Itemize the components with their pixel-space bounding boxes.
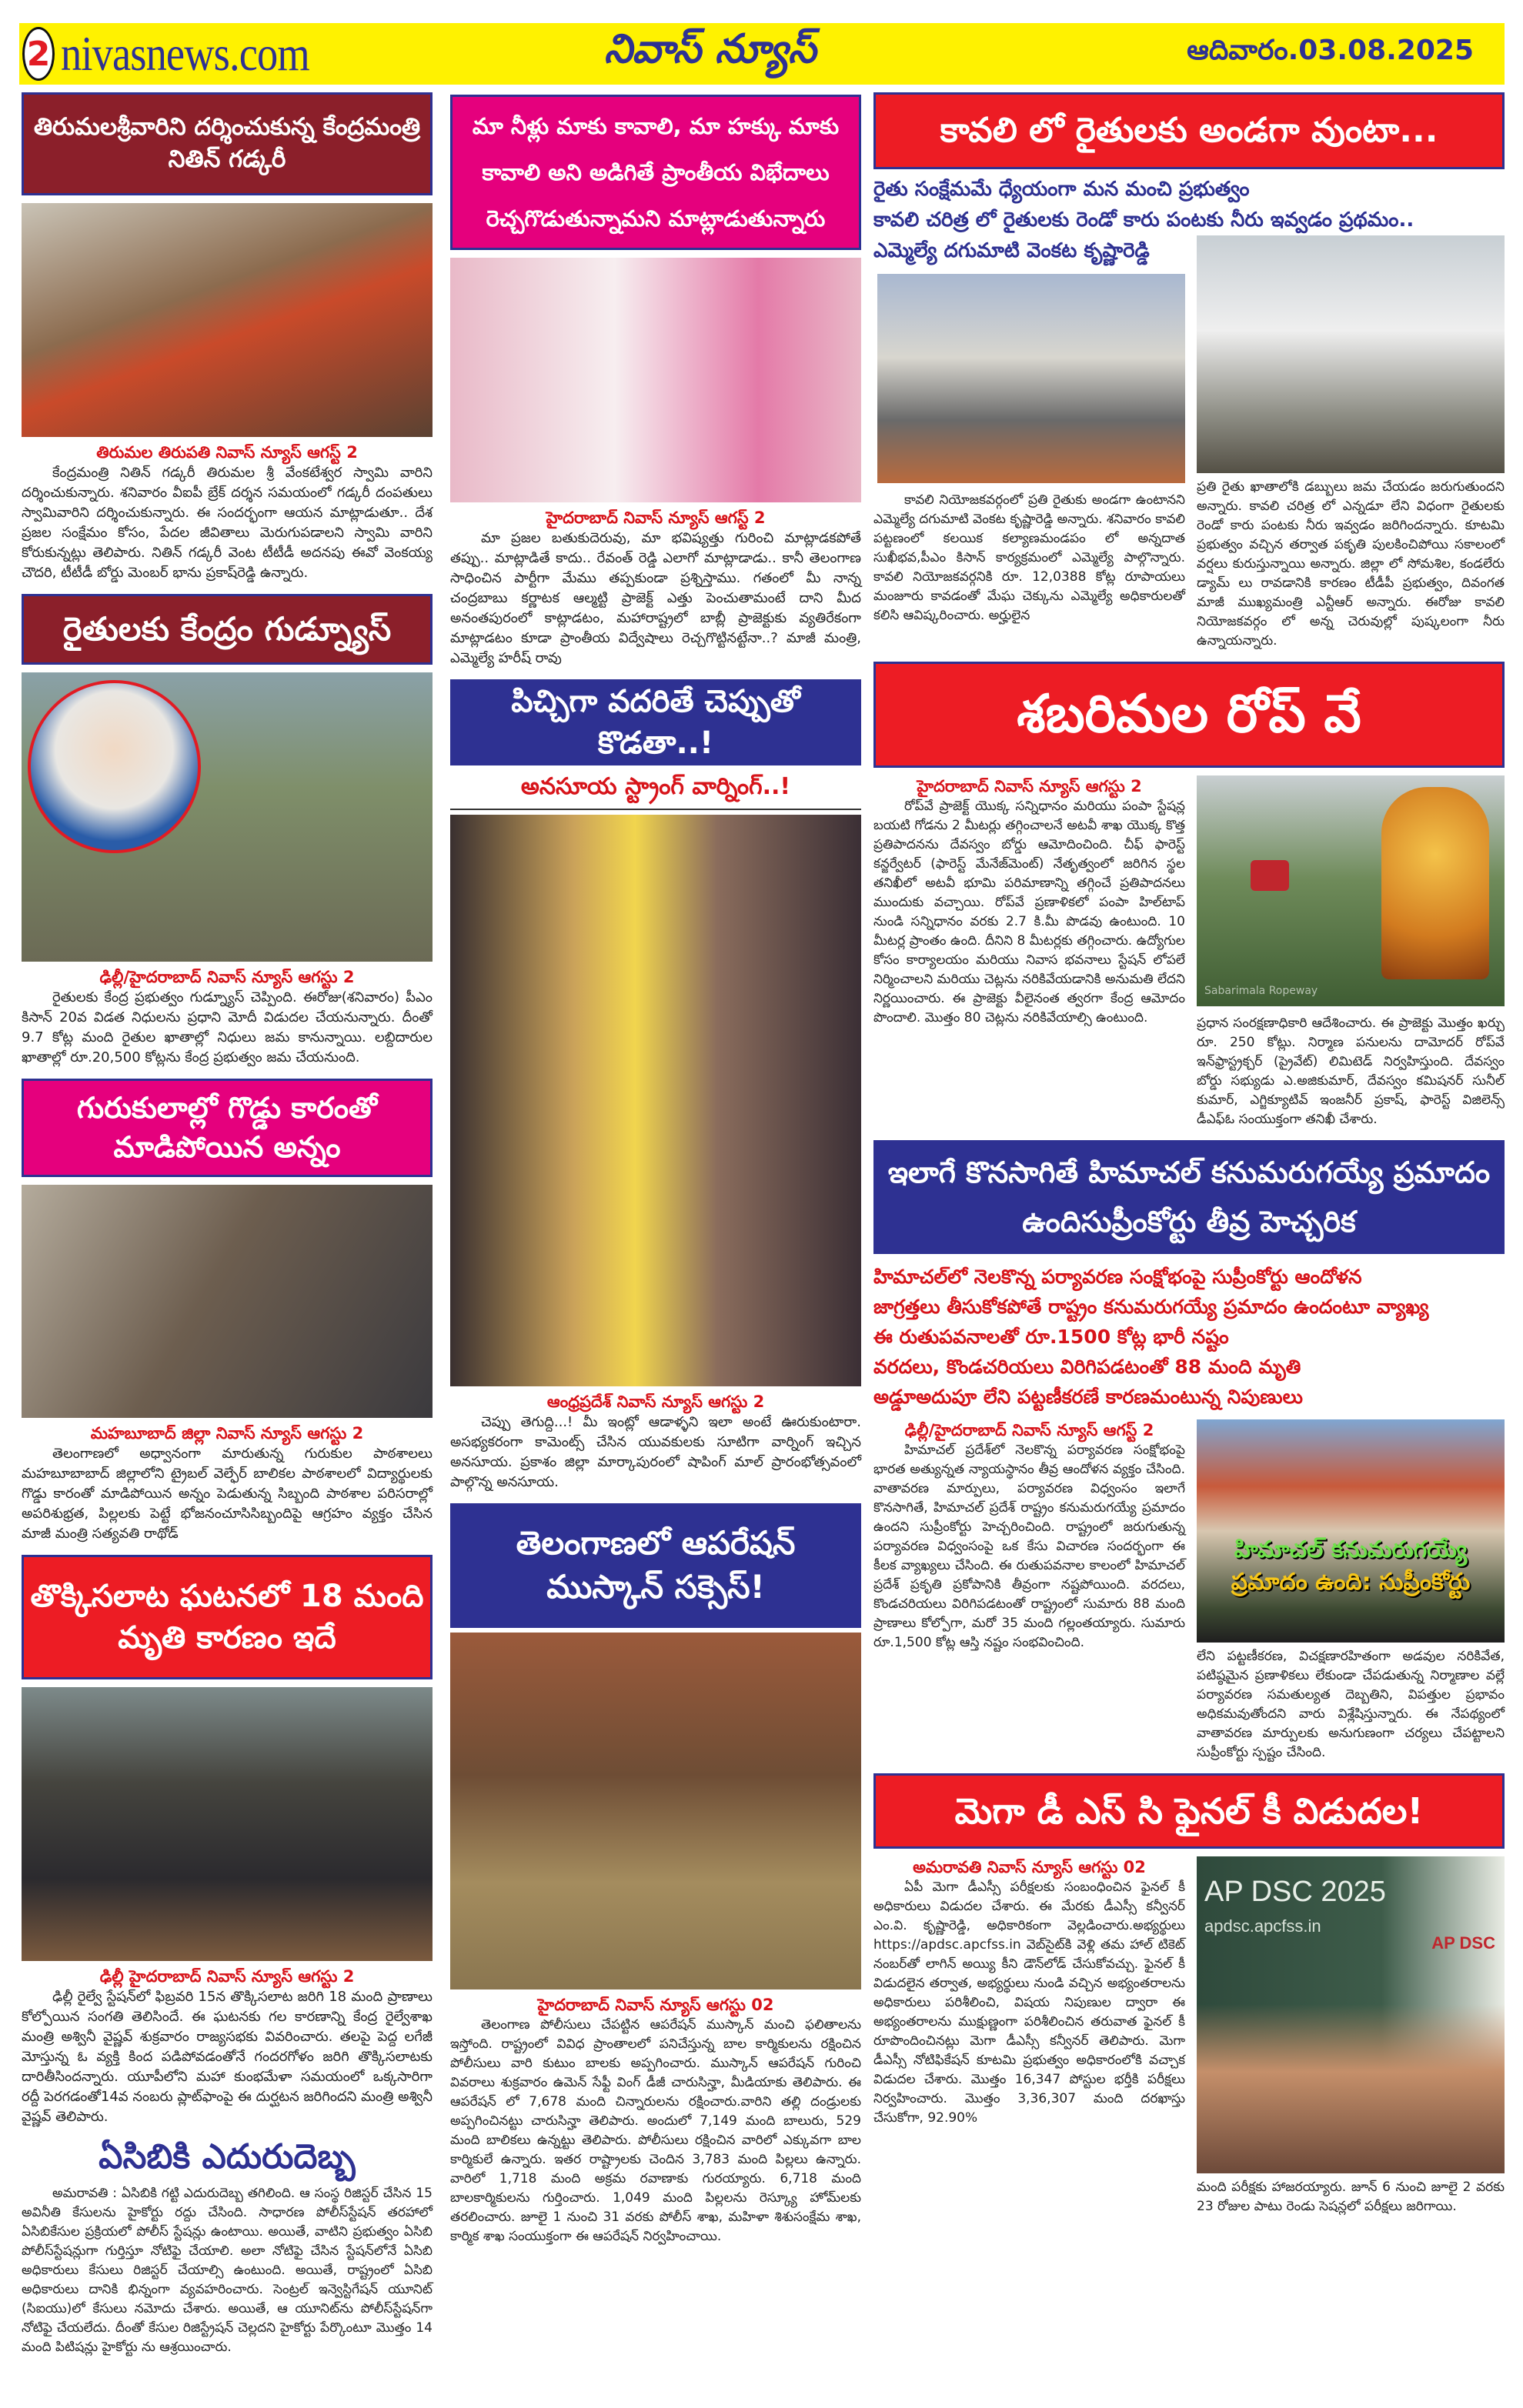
photo-ap-dsc — [1197, 1856, 1505, 2173]
photo-kavali-event-1 — [877, 274, 1185, 483]
ap-dsc-logo: AP DSC — [1431, 1933, 1495, 1953]
photo-sabarimala-ropeway — [1197, 775, 1505, 1006]
dateline: తిరుమల తిరుపతి నివాస్ న్యూస్ ఆగస్ట్ 2 — [96, 443, 358, 462]
photo-overlay-text: ప్రమాదం ఉంది: సుప్రీంకోర్టు — [1231, 1569, 1471, 1596]
newspaper-title: నివాస్ న్యూస్ — [604, 25, 817, 72]
headline-himachal: ఇలాగే కొనసాగితే హిమాచల్ కనుమరుగయ్యే ప్రమాదం ఉందిసుప్రీంకోర్టు తీవ్ర హెచ్చరిక — [873, 1140, 1505, 1254]
article-body: హిమాచల్ ప్రదేశ్‌లో నెలకొన్న పర్యావరణ సంక్షోభంపై భారత అత్యున్నత న్యాయస్థానం తీవ్ర ఆందోళన వ్యక్తం చేసింది. వాతావరణ మార్పులు, పర్యావరణ విధ్వంసం ఇలాగే కొనసాగితే, హిమాచల్ ప్రదేశ్ రాష్ట్రం కనుమరుగయ్యే ప్రమాదం ఉందని సుప్రీంకోర్టు హెచ్చరించింది. రాష్ట్రంలో జరుగుతున్న పర్యావరణ విధ్వంసంపై ఒక కేసు విచారణ సందర్భంగా ఈ కీలక వ్యాఖ్యలు చేసింది. ఈ రుతుపవనాల కాలంలో హిమాచల్ ప్రదేశ్ ప్రకృతి ప్రకోపానికి తీవ్రంగా నష్టపోయింది. వరదలు, కొండచరియలు విరిగిపడటంతో రాష్ట్రంలో సుమారు 88 మంది ప్రాణాలు కోల్పోగా, మరో 35 మంది గల్లంతయ్యారు. సుమారు రూ.1,500 కోట్ల ఆస్తి నష్టం సంభవించింది. — [873, 1442, 1185, 1650]
subhead: ఈ రుతుపవనాలతో రూ.1500 కోట్ల భారీ నష్టం — [873, 1326, 1229, 1348]
article-body: ఢిల్లీ రైల్వే స్టేషన్‌లో ఫిబ్రవరి 15న తొక్కిసలాట జరిగి 18 మంది ప్రాణాలు కోల్పోయిన సంగతి తెలిసిందే. ఈ ఘటనకు గల కారణాన్ని కేంద్ర రైల్వేశాఖ మంత్రి అశ్వినీ వైష్ణవ్ శుక్రవారం రాజ్యసభకు వివరించారు. తలపై పెద్ద లగేజీ మోస్తున్న ఓ వ్యక్తి కింద పడిపోవడంతోనే గందరగోళం జరిగి తొక్కిసలాటకు దారితీసిందన్నారు. యూపీలోని మహా కుంభమేళా సమయంలో ఒక్కసారిగా రద్దీ పెరగడంతో14వ నంబరు ప్లాట్‌ఫాంపై ఈ దుర్ఘటన జరిగిందని మంత్రి అశ్వినీ వైష్ణవ్ తెలిపారు. — [22, 1989, 433, 2125]
subhead: రైతు సంక్షేమమే ధ్యేయంగా మన మంచి ప్రభుత్వం — [873, 178, 1250, 201]
dateline: హైదరాబాద్ నివాస్ న్యూస్ ఆగస్టు 2 — [917, 777, 1142, 795]
photo-gurukul — [22, 1185, 433, 1418]
dateline: అమరావతి నివాస్ న్యూస్ ఆగస్టు 02 — [913, 1858, 1146, 1876]
article-body: రైతులకు కేంద్ర ప్రభుత్వం గుడ్న్యూస్ చెప్పింది. ఈరోజు(శనివారం) పీఎం కిసాన్ 20వ విడత నిధులను ప్రధాని మోదీ విడుదల చేయనున్నారు. దీంతో 9.7 కోట్ల మంది రైతుల ఖాతాల్లో నిధులు జమ కానున్నాయి. లబ్దిదారుల ఖాతాల్లో రూ.20,500 కోట్లను కేంద్ర ప్రభుత్వం జమ చేయనుంది. — [22, 989, 433, 1066]
photo-supreme-court — [1197, 1419, 1505, 1643]
article-body: అమరావతి : ఏసిబికి గట్టి ఎదురుదెబ్బ తగిలింది. ఆ సంస్థ రిజిస్టర్ చేసిన 15 అవినీతి కేసులను హైకోర్టు రద్దు చేసింది. సాధారణ పోలీస్‌స్టేషన్ తరహాలో ఏసిబికేసుల ప్రక్రియలో పోలీస్ స్టేషన్లు ఉంటాయి. అయితే, వాటిని ప్రభుత్వం ఏసిబి పోలీస్‌స్టేషన్లుగా గుర్తిస్తూ నోటిఫై చేయాలి. అలా నోటిఫై చేసిన స్టేషన్‌లోనే ఏసిబి అధికారులు కేసులు రిజిస్టర్ చేయాల్సి ఉంటుంది. అయితే, రాష్ట్రంలో ఏసిబి అధికారులు దానికి భిన్నంగా వ్యవహరించారు. సెంట్రల్ ఇన్వెస్టిగేషన్ యూనిట్ (సిఐయు)లో కేసులు నమోదు చేశారు. అయితే, ఆ యూనిట్‌ను పోలీస్‌స్టేషన్‌గా నోటిఫై చేయలేదు. దీంతో కేసుల రిజిస్ట్రేషన్ చెల్లదని హైకోర్టు పేర్కొంటూ మొత్తం 14 మంది పిటిషన్లు హైకోర్టు ను ఆశ్రయించారు. — [22, 2186, 433, 2355]
photo-ayyappa-inset — [1381, 787, 1489, 979]
article-body: రోప్‌వే ప్రాజెక్ట్ యొక్క సన్నిధానం మరియు పంపా స్టేషన్ల బయటి గోడను 2 మీటర్లు తగ్గించాలనే అటవీ శాఖ యొక్క కొత్త ప్రతిపాదనను దేవస్వం బోర్డు ఆమోదించింది. చీఫ్ ఫారెస్ట్ కన్జర్వేటర్ (ఫారెస్ట్ మేనేజ్‌మెంట్) నేతృత్వంలో జరిగిన స్థల తనిఖీలో అటవీ భూమి పరిమాణాన్ని తగ్గించే ప్రతిపాదనలు ముందుకు వచ్చాయి. రోప్‌వే ప్రణాళికలో పంపా హిల్‌టాప్ నుండి సన్నిధానం వరకు 2.7 కి.మీ పొడవు ఉంటుంది. 10 మీటర్ల ప్రాంతం ఉంది. దీనిని 8 మీటర్లకు తగ్గించారు. ఉద్యోగుల కోసం కార్యాలయం మరియు నివాస భవనాలు స్టేషన్ లోపలే నిర్మించాలని మరియు చెట్లను నరికివేయడానికి అనుమతి లేదని నిర్ణయించారు. ఈ ప్రాజెక్టు వీలైనంత త్వరగా కేంద్ర ఆమోదం పొందాలి. మొత్తం 80 చెట్లను నరికివేయాల్సి ఉంటుంది. — [873, 799, 1185, 1026]
site-name[interactable]: nivasnews.com — [61, 26, 309, 81]
photo-kavali-event-2 — [1197, 235, 1505, 473]
article-body: మంది పరీక్షకు హాజరయ్యారు. జూన్ 6 నుంచి జూలై 2 వరకు 23 రోజుల పాటు రెండు సెషన్లలో పరీక్షలు జరిగాయి. — [1197, 2180, 1505, 2214]
column-2 — [450, 95, 861, 2246]
photo-harish-rao — [450, 258, 861, 502]
photo-gadkari-tirumala — [22, 203, 433, 437]
subhead: హిమాచల్‌లో నెలకొన్న పర్యావరణ సంక్షోభంపై సుప్రీంకోర్టు ఆందోళన — [873, 1266, 1362, 1288]
photo-anasuya-event — [450, 815, 861, 1386]
article-body: తెలంగాణలో అధ్వానంగా మారుతున్న గురుకుల పాఠశాలలు మహబూబాబాద్ జిల్లాలోని ట్రైబల్ వెల్ఫేర్ బాలికల పాఠశాలలో విద్యార్థులకు గొడ్డు కారంతో మాడిపోయిన అన్నం పెడుతున్న సిబ్బంది పాఠశాల పరిసరాల్లో అపరిశుభ్రత, పిల్లలకు పెట్టే భోజనంచూసిసిబ్బందిపై ఆగ్రహం వ్యక్తం చేసిన మాజీ మంత్రి సత్యవతి రాథోడ్ — [22, 1446, 433, 1542]
subhead: వరదలు, కొండచరియలు విరిగిపడటంతో 88 మంది మృతి — [873, 1356, 1301, 1378]
subhead: అడ్డూఅదుపూ లేని పట్టణీకరణే కారణమంటున్న నిపుణులు — [873, 1386, 1303, 1408]
column-3 — [873, 92, 1505, 2216]
dateline: ఆంధ్రప్రదేశ్ నివాస్ న్యూస్ ఆగస్టు 2 — [546, 1392, 765, 1411]
article-body: ప్రధాన సంరక్షణాధికారి ఆదేశించారు. ఈ ప్రాజెక్టు మొత్తం ఖర్చు రూ. 250 కోట్లు. నిర్మాణ పనులను దామోదర్ రోప్‌వే ఇన్‌ఫ్రాస్ట్రక్చర్ (ప్రైవేట్) లిమిటెడ్ నిర్వహిస్తుంది. దేవస్వం బోర్డు సభ్యుడు ఎ.అజికుమార్, దేవస్వం కమిషనర్ సునీల్ కుమార్, ఎగ్జిక్యూటివ్ ఇంజనీర్ ప్రకాష్, ఫారెస్ట్ విజిలెన్స్ డీఎఫ్ఓ సంయుక్తంగా తనిఖీ చేశారు. — [1197, 1016, 1505, 1127]
dateline: ఢిల్లీ/హైదరాబాద్ నివాస్ న్యూస్ ఆగస్టు 2 — [99, 968, 355, 986]
photo-modi-inset — [28, 680, 201, 853]
headline-gurukul: గురుకులాల్లో గొడ్డు కారంతో మాడిపోయిన అన్నం — [22, 1079, 433, 1177]
masthead — [19, 23, 1505, 85]
headline-kavali: కావలి లో రైతులకు అండగా వుంటా... — [873, 92, 1505, 169]
article-body: ప్రతి రైతు ఖాతాలోకి డబ్బులు జమ చేయడం జరుగుతుందని అన్నారు. కావలి చరిత్ర లో ఎన్నడూ లేని విధంగా రైతులకు రెండో కారు పంటకు నీరు ఇవ్వడం జరిగిందన్నారు. కూటమి ప్రభుత్వం వచ్చిన తర్వాత పకృతి పులకించిపోయి సకాలంలో వర్షలు కురుస్తున్నాయి అన్నారు. జిల్లా లో సోమశిల, కండలేరు డ్యామ్ లు రావడానికి కారణం టీడీపీ ప్రభుత్వం, దివంగత మాజీ ముఖ్యమంత్రి ఎన్టీఆర్ అన్నారు. ఈరోజు కావలి నియోజకవర్గం లో అన్న చెరువుల్లో పుష్కలంగా నీరు ఉన్నాయన్నారు. — [1197, 479, 1505, 649]
article-body: కావలి నియోజకవర్గంలో ప్రతి రైతుకు అండగా ఉంటానని ఎమ్మెల్యే దగుమాటి వెంకట కృష్ణారెడ్డి అన్నారు. శనివారం కావలి పట్టణంలో కలయిక కల్యాణమండపం లో అన్నదాత సుఖీభవ,పీఎం కిసాన్ కార్యక్రమంలో ఎమ్మెల్యే పాల్గొన్నారు. కావలి నియోజకవర్గనికి రూ. 12,0388 కోట్ల రూపాయలు మంజూరు కావడంతో మేఘ చెక్కును ఎమ్మెల్యే అధికారులతో కలిసి ఆవిష్కరించారు. అర్హులైన — [873, 492, 1185, 623]
article-body: కేంద్రమంత్రి నితిన్ గడ్కరీ తిరుమల శ్రీ వేంకటేశ్వర స్వామి వారిని దర్శించుకున్నారు. శనివారం వీఐపీ బ్రేక్ దర్శన సమయంలో గడ్కరీ దంపతులు స్వామివారిని దర్శించుకున్నారు. ఈ సందర్భంగా ఆయన మాట్లాడుతూ.. దేశ ప్రజల సంక్షేమం కోసం, పేదల జీవితాలు మెరుగుపడాలని స్వామి వారిని కోరుకున్నట్లు తెలిపారు. నితిన్ గడ్కరీ వెంట టీటీడీ అదనపు ఈవో వెంకయ్య చౌదరి, టీటీడీ బోర్డు మెంబర్ భాను ప్రకాష్‌రెడ్డి ఉన్నారు. — [22, 465, 433, 581]
headline-muskan: తెలంగాణలో ఆపరేషన్ ముస్కాన్ సక్సెస్! — [450, 1503, 861, 1628]
subheadline-anasuya: అనసూయ స్ట్రాంగ్ వార్నింగ్..! — [520, 773, 791, 800]
issue-date: ఆదివారం.03.08.2025 — [1187, 35, 1474, 66]
headline-dsc: మెగా డీ ఎస్ సి ఫైనల్ కీ విడుదల! — [873, 1773, 1505, 1849]
divider — [450, 809, 861, 810]
dateline: ఢిల్లీ/హైదరాబాద్ నివాస్ న్యూస్ ఆగస్ట్ 2 — [904, 1421, 1154, 1439]
photo-text: apdsc.apcfss.in — [1204, 1916, 1321, 1936]
photo-dg-charu-sinha — [450, 1633, 861, 1989]
article-body: మా ప్రజల బతుకుదెరువు, మా భవిష్యత్తు గురించి మాట్లాడకపోతే తప్పు.. మాట్లాడితే కాదు.. రేవంత్ రెడ్డి ఎలాగో మాట్లాడాడు.. కానీ తెలంగాణ సాధించిన పార్టీగా మేము తప్పకుండా ప్రశ్నిస్తాము. గతంలో మీ నాన్న చంద్రబాబు కర్ణాటక ఆల్మట్టి ప్రాజెక్ట్ ఎత్తు పెంచుతామంటే దాని మీద అనంతపురంలో కాట్లాడటం, మహారాష్ట్రలో బాబ్లీ ప్రాజెక్టుకు వ్యతిరేకంగా మాట్లాడటం కూడా ప్రాంతీయ విద్వేషాలు రెచ్చగొట్టినట్టేనా..? మాజీ మంత్రి, ఎమ్మెల్యే హరీష్ రావు — [450, 530, 861, 666]
page-number: 2 — [22, 27, 55, 81]
subhead: జాగ్రత్తలు తీసుకోకపోతే రాష్ట్రం కనుమరుగయ్యే ప్రమాదం ఉందంటూ వ్యాఖ్య — [873, 1296, 1429, 1318]
headline-farmers: రైతులకు కేంద్రం గుడ్న్యూస్ — [22, 594, 433, 665]
dateline: మహబూబాద్ జిల్లా నివాస్ న్యూస్ ఆగస్టు 2 — [90, 1424, 364, 1442]
headline-harish: మా నీళ్లు మాకు కావాలి, మా హక్కు మాకు కావాలి అని అడిగితే ప్రాంతీయ విభేదాలు రెచ్చగొడుతున్నామని మాట్లాడుతున్నారు — [450, 95, 861, 250]
headline-stampede: తొక్కిసలాట ఘటనలో 18 మంది మృతి కారణం ఇదే — [22, 1555, 433, 1679]
photo-pm-kisan — [22, 672, 433, 962]
article-body: చెప్పు తెగుద్ది...! మీ ఇంట్లో ఆడాళ్ళని ఇలా అంటే ఊరుకుంటారా. అసభ్యకరంగా కామెంట్స్ చేసిన యువకులకు సూటిగా వార్నింగ్ ఇచ్చిన అనసూయ. ప్రకాశం జిల్లా మార్కాపురంలో షాపింగ్ మాల్ ప్రారంభోత్సవంలో పాల్గొన్న అనసూయ. — [450, 1414, 861, 1490]
dateline: ఢిల్లీ హైదరాబాద్ నివాస్ న్యూస్ ఆగస్టు 2 — [99, 1967, 355, 1986]
dateline: హైదరాబాద్ నివాస్ న్యూస్ ఆగస్ట్ 2 — [546, 509, 766, 527]
ropeway-cabin — [1251, 860, 1289, 891]
article-body: లేని పట్టణీకరణ, విచక్షణారహితంగా అడవుల నరికివేత, పటిష్ఠమైన ప్రణాళికలు లేకుండా చేపడుతున్న నిర్మాణాల వల్లే పర్యావరణ సమతుల్యత దెబ్బతిని, విపత్తుల ప్రభావం అధికమవుతోందని వారు విశ్లేషిస్తున్నారు. ఈ నేపథ్యంలో వాతావరణ మార్పులకు అనుగుణంగా చర్యలు చేపట్టాలని సుప్రీంకోర్టు స్పష్టం చేసింది. — [1197, 1649, 1505, 1760]
article-body: తెలంగాణ పోలీసులు చేపట్టిన ఆపరేషన్ ముస్కాన్ మంచి ఫలితాలను ఇస్తోంది. రాష్ట్రంలో వివిధ ప్రాంతాలలో పనిచేస్తున్న బాల కార్మికులను రక్షించిన పోలీసులు వారి కుటుం బాలకు అప్పగించారు. ముస్కాన్ ఆపరేషన్ గురించి వివరాలు శుక్రవారం ఉమెన్ సేఫ్టీ వింగ్ డీజీ చారుసిన్హా, మీడియాకు తెలిపారు. ఈ ఆపరేషన్ లో 7,678 మంది చిన్నారులను రక్షించారు.వారిని తల్లి దండ్రులకు అప్పగించినట్టు చారుసిన్హా తెలిపారు. అందులో 7,149 మంది బాలురు, 529 మంది బాలికలు ఉన్నట్టు తెలిపారు. పోలీసులు రక్షించిన వారిలో ఎక్కువగా బాల కార్మికులే ఉన్నారు. ఇతర రాష్ట్రాలకు చెందిన 3,783 మంది పిల్లలు ఉన్నారు. వారిలో 1,718 మంది అక్రమ రవాణాకు గురయ్యారు. 6,718 మంది బాలకార్మికులను గుర్తించారు. 1,049 మంది పిల్లలను రెస్క్యూ హోమ్‌లకు తరలించారు. జూలై 1 నుంచి 31 వరకు పోలీస్ శాఖ, మహిళా శిశుసంక్షేమ శాఖ, కార్మిక శాఖ సంయుక్తంగా ఈ ఆపరేషన్ నిర్వహించాయి. — [450, 2017, 861, 2244]
subhead: ఎమ్మెల్యే దగుమాటి వెంకట కృష్ణారెడ్డి — [873, 239, 1150, 262]
photo-text: AP DSC 2025 — [1204, 1876, 1386, 1908]
photo-watermark: Sabarimala Ropeway — [1204, 985, 1318, 997]
headline-sabarimala: శబరిమల రోప్ వే — [873, 662, 1505, 768]
column-1 — [22, 92, 433, 2357]
photo-people — [1197, 2004, 1505, 2173]
headline-gadkari: తిరుమలశ్రీవారిని దర్శించుకున్న కేంద్రమంత్రి నితిన్ గడ్కరీ — [22, 92, 433, 195]
photo-delhi-station — [22, 1687, 433, 1961]
article-body: ఏపీ మెగా డీఎస్సీ పరీక్షలకు సంబంధించిన ఫైనల్ కీ అధికారులు విడుదల చేశారు. ఈ మేరకు డీఎస్సీ కన్వీనర్ ఎం.వి. కృష్ణారెడ్డి, అధికారికంగా వెల్లడించారు.అభ్యర్థులు https://apdsc.apcfss.in వెబ్‌సైట్‌కి వెళ్లి తమ హాల్ టికెట్ నంబర్‌తో లాగిన్ అయ్యి కీని డౌన్‌లోడ్ చేసుకోవచ్చు. ఫైనల్ కీ విడుదలైన తర్వాత, అభ్యర్థులు నుండి వచ్చిన అభ్యంతరాలను అధికారులు పరిశీలించి, విషయ నిపుణుల ద్వారా ఈ అభ్యంతరాలను ముక్షుణ్ణంగా పరిశీలించిన తరువాత ఫైనల్ కీ రూపొందించినట్లు మెగా డీఎస్సీ కన్వీనర్ తెలిపారు. మెగా డీఎస్సీ నోటిఫికేషన్ కూటమి ప్రభుత్వం అధికారంలోకి వచ్చాక విడుదల చేశారు. మొత్తం 16,347 పోస్టుల భర్తీకి పరీక్షలు నిర్వహించారు. మొత్తం 3,36,307 మంది దరఖాస్తు చేసుకోగా, 92.90% — [873, 1879, 1185, 2126]
headline-acb: ఏసిబికి ఎదురుదెబ్బ — [99, 2137, 356, 2176]
dateline: హైదరాబాద్ నివాస్ న్యూస్ ఆగస్టు 02 — [537, 1996, 774, 2014]
subhead: కావలి చరిత్ర లో రైతులకు రెండో కారు పంటకు నీరు ఇవ్వడం ప్రథమం.. — [873, 208, 1414, 232]
photo-overlay-text: హిమాచల్ కనుమరుగయ్యే — [1234, 1536, 1468, 1563]
headline-anasuya: పిచ్చిగా వదరితే చెప్పుతో కొడతా..! — [450, 679, 861, 765]
